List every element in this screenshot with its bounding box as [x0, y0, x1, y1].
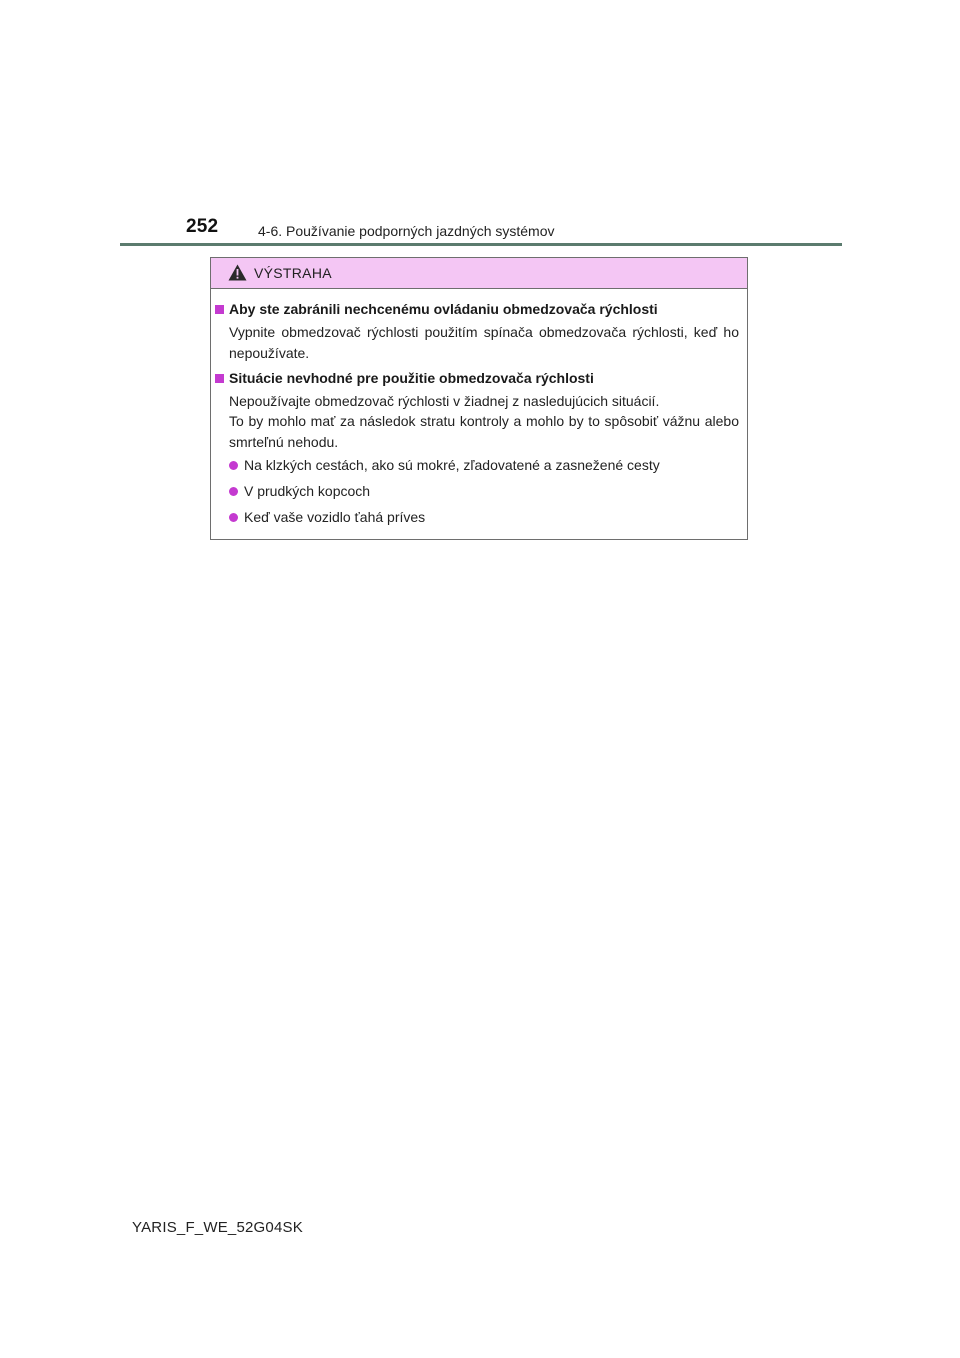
section-heading-text: Situácie nevhodné pre použitie obmedzovača rýchlosti: [229, 370, 594, 386]
header-rule: [120, 243, 842, 246]
section-title: 4-6. Používanie podporných jazdných systémov: [258, 223, 555, 239]
warning-title: VÝSTRAHA: [254, 265, 332, 281]
section-heading-1: [215, 301, 658, 317]
warning-triangle-icon: [228, 264, 247, 281]
warning-header: [211, 258, 747, 289]
bullet-dot-icon: [229, 487, 238, 496]
section-heading-text: Aby ste zabránili nechcenému ovládaniu obmedzovača rýchlosti: [229, 301, 658, 317]
bullet-dot-icon: [229, 513, 238, 522]
list-item-text: V prudkých kopcoch: [244, 483, 371, 499]
list-item-text: Na klzkých cestách, ako sú mokré, zľadovatené a zasnežené cesty: [244, 457, 660, 473]
bullet-dot-icon: [229, 461, 238, 470]
paragraph: Nepoužívajte obmedzovač rýchlosti v žiadnej z nasledujúcich situácií.: [229, 393, 660, 409]
warning-box: [210, 257, 748, 540]
page-number: 252: [186, 216, 219, 237]
list-item-text: Keď vaše vozidlo ťahá príves: [244, 509, 426, 525]
list-item: [229, 457, 660, 473]
square-bullet-icon: [215, 305, 224, 314]
square-bullet-icon: [215, 374, 224, 383]
footer-code: YARIS_F_WE_52G04SK: [132, 1219, 303, 1236]
list-item: [229, 483, 370, 499]
list-item: [229, 509, 425, 525]
section-heading-2: [215, 370, 594, 386]
paragraph: To by mohlo mať za následok stratu kontroly a mohlo by to spôsobiť vážnu alebo smrteľnú nehodu.: [229, 413, 739, 450]
paragraph: Vypnite obmedzovač rýchlosti použitím spínača obmedzovača rýchlosti, keď ho nepoužívate.: [229, 324, 739, 361]
